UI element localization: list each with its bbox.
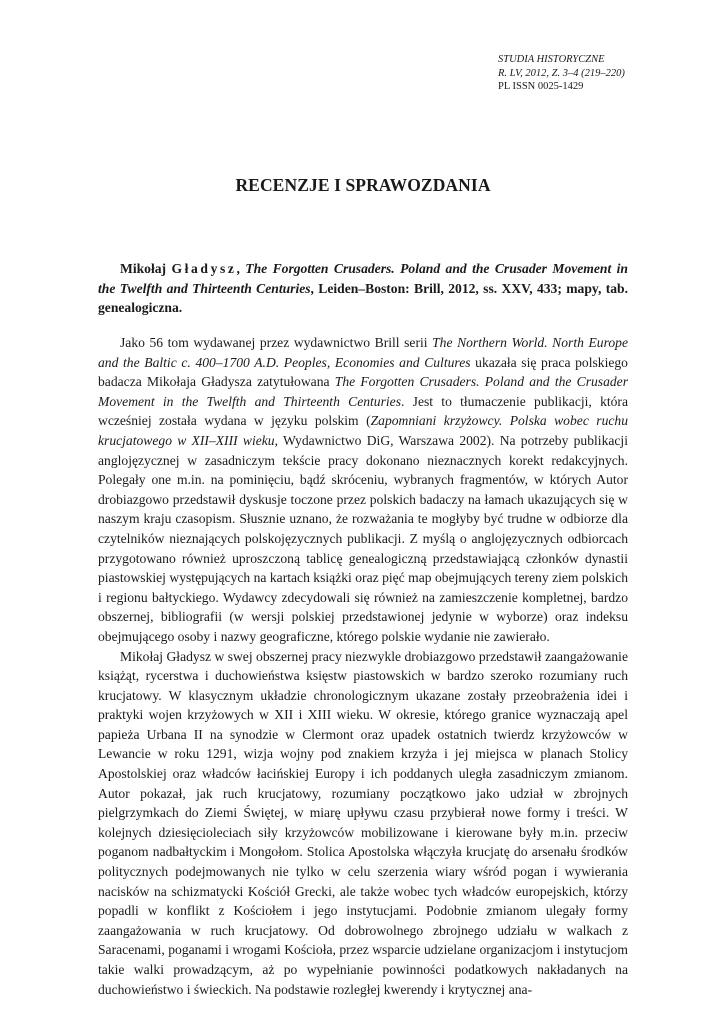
citation-author-last: Gładysz <box>171 261 237 276</box>
citation-separator: , <box>236 261 246 276</box>
section-title: RECENZJE I SPRAWOZDANIA <box>235 175 491 195</box>
paragraph-2: Mikołaj Gładysz w swej obszernej pracy niezwykle drobiazgowo przedstawił zaangażowanie książąt, rycerstwa i duchowieństwa księstw piastowskich w bardzo szeroko rozumiany ruch krucjatowy. W klasycznym układzie chronologicznym ukazane zostały przeobrażenia idei i praktyki wojen krzyżowych w XII i XIII wieku. W okresie, którego granice wyznaczają apel papieża Urbana II na synodzie w Clermont oraz upadek ostatnich twierdz krzyżowców w Lewancie w roku 1291, wizja wojny pod znakiem krzyża i jej miejsca w planach Stolicy Apostolskiej oraz władców łacińskiej Europy i ich poddanych uległa zasadniczym zmianom. Autor pokazał, jak ruch krucjatowy, rozumiany początkowo jako udział w zbrojnych pielgrzymkach do Ziemi Świętej, w miarę upływu czasu przybierał nowe formy i treści. W kolejnych dziesięcioleciach siły krzyżowców mobilizowane i kierowane były m.in. przeciw poganom nadbałtyckim i Mongołom. Stolica Apostolska włączyła krucjatę do arsenału środków politycznych podejmowanych nie tylko w celu szerzenia wiary wśród pogan i wywierania nacisków na schizmatycki Kościół Grecki, ale także wobec tych władców europejskich, którzy popadli w konflikt z Kościołem i jego instytucjami. Podobnie zmianom ulegały formy zaangażowania w ruch krucjatowy. Od dobrowolnego zbrojnego udziału w walkach z Saracenami, poganami i wrogami Kościoła, przez wsparcie udzielane organizacjom i instytucjom takie walki prowadzącym, aż po wypełnianie powinności podatkowych nakładanych na duchowieństwo i świeckich. Na podstawie rozległej kwerendy i krytycznej ana- <box>98 648 628 997</box>
p1-text-1: Jako 56 tom wydawanej przez wydawnictwo Brill serii <box>120 335 433 350</box>
p1-text-4: , Wydawnictwo DiG, Warszawa 2002). Na potrzeby publikacji anglojęzycznej w zasadniczym tekście pracy dokonano nieznacznych korekt redakcyjnych. Polegały one m.in. na pominięciu, bądź skróceniu, wybranych fragmentów, w których Autor drobiazgowo przedstawił dyskusje toczone przez polskich badaczy na łamach ukazujących się w naszym kraju czasopism. Słusznie uznano, że rozważania te mogłyby być trudne w odbiorze dla czytelników nieznających polskojęzycznych publikacji. Z myślą o anglojęzycznych odbiorcach przygotowano również uproszczoną tablicę genealogiczną przedstawiającą członków dynastii piastowskiej występujących na kartach książki oraz pięć map obejmujących tereny ziem polskich i regionu bałtyckiego. Wydawcy zdecydowali się również na zamieszczenie kompletnej, bardzo obszernej, bibliografii (w wersji polskiej przedstawionej jedynie w wyborze) oraz indeksu obejmującego osoby i nazwy geograficzne, którego polskie wydanie nie zawierało. <box>98 432 628 644</box>
journal-name: STUDIA HISTORYCZNE <box>498 54 605 65</box>
journal-header <box>498 53 698 94</box>
paragraph-1 <box>98 333 628 647</box>
p1-polish-title: Zapomniani krzyżowcy. Polska wobec ruchu krucjatowego w XII–XIII wieku <box>98 413 628 448</box>
review-body <box>98 333 628 999</box>
p1-text-2: ukazała się praca polskiego badacza Mikołaja Gładysza zatytułowana <box>98 354 628 390</box>
journal-issn: PL ISSN 0025-1429 <box>498 81 584 92</box>
p1-text-3: . Jest to tłumaczenie publikacji, która wcześniej została wydana w języku polskim ( <box>98 393 628 429</box>
p1-book-title: The Forgotten Crusaders. Poland and the Crusader Movement in the Twelfth and Thirteenth Centuries <box>98 374 629 409</box>
citation-author-first: Mikołaj <box>120 261 172 276</box>
citation-publication: , Leiden–Boston: Brill, 2012, ss. XXV, 433; mapy, tab. genealogiczna. <box>98 280 628 316</box>
citation-book-title: The Forgotten Crusaders. Poland and the Crusader Movement in the Twelfth and Thirteenth Centuries <box>98 261 628 296</box>
journal-volume: R. LV, 2012, Z. 3–4 (219–220) <box>498 67 625 79</box>
p1-series-title: The Northern World. North Europe and the Baltic c. 400–1700 A.D. Peoples, Economies and Cultures <box>98 335 628 370</box>
book-citation <box>98 259 628 318</box>
